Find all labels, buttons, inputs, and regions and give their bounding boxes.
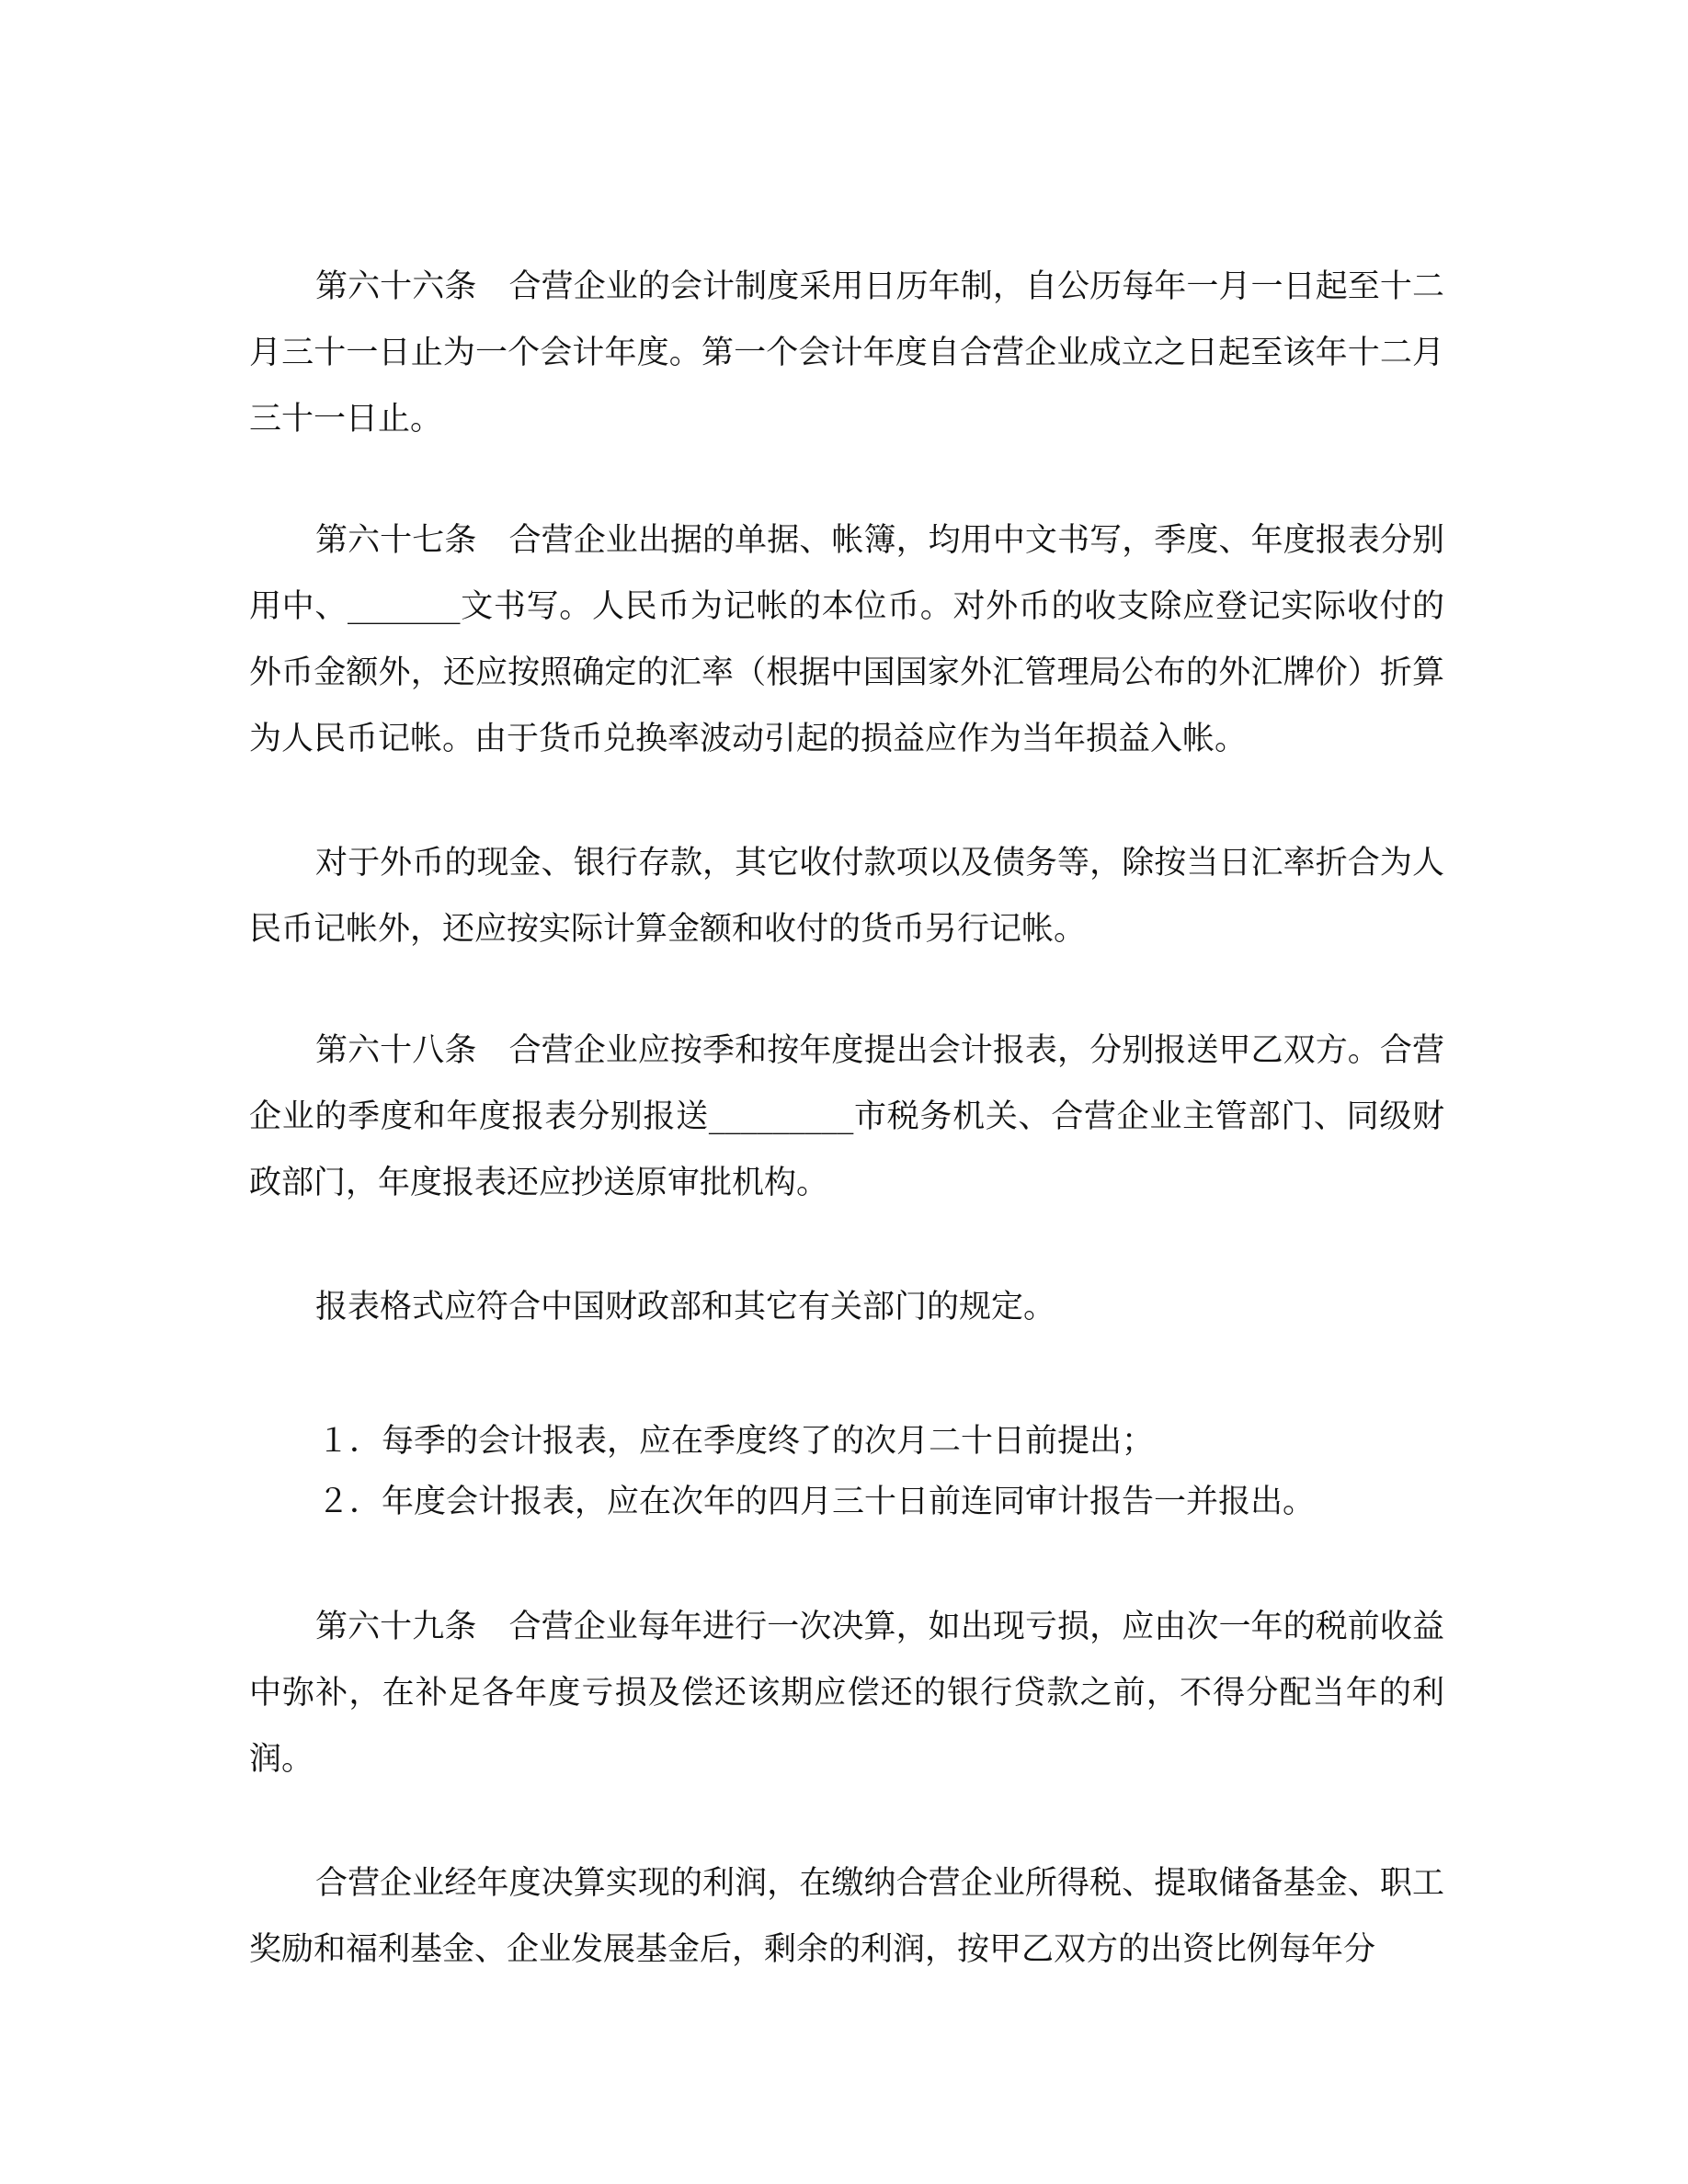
report-format-paragraph: 报表格式应符合中国财政部和其它有关部门的规定。 <box>315 1289 1056 1325</box>
list-item-quarterly-report: １．每季的会计报表，应在季度终了的次月二十日前提出； <box>317 1423 1155 1460</box>
foreign-currency-paragraph: 对于外币的现金、银行存款，其它收付款项以及债务等，除按当日汇率折合为人民币记帐外，还应按实际计算金额和收付的货币另行记帐。 <box>249 845 1444 948</box>
article-69-paragraph: 第六十九条 合营企业每年进行一次决算，如出现亏损，应由次一年的税前收益中弥补，在补足各年度亏损及偿还该期应偿还的银行贷款之前，不得分配当年的利润。 <box>249 1609 1444 1778</box>
article-67-paragraph: 第六十七条 合营企业出据的单据、帐簿，均用中文书写，季度、年度报表分别用中、_______文书写。人民币为记帐的本位币。对外币的收支除应登记实际收付的外币金额外，还应按照确定的汇率（根据中国国家外汇管理局公布的外汇牌价）折算为人民币记帐。由于货币兑换率波动引起的损益应作为当年损益入帐。 <box>249 522 1444 757</box>
article-66-paragraph: 第六十六条 合营企业的会计制度采用日历年制，自公历每年一月一日起至十二月三十一日止为一个会计年度。第一个会计年度自合营企业成立之日起至该年十二月三十一日止。 <box>249 268 1444 438</box>
list-item-annual-report: ２．年度会计报表，应在次年的四月三十日前连同审计报告一并报出。 <box>317 1484 1316 1520</box>
article-68-paragraph: 第六十八条 合营企业应按季和按年度提出会计报表，分别报送甲乙双方。合营企业的季度和年度报表分别报送_________市税务机关、合营企业主管部门、同级财政部门，年度报表还应抄送原审批机构。 <box>249 1032 1444 1201</box>
profit-distribution-paragraph: 合营企业经年度决算实现的利润，在缴纳合营企业所得税、提取储备基金、职工奖励和福利基金、企业发展基金后，剩余的利润，按甲乙双方的出资比例每年分 <box>249 1865 1444 1968</box>
